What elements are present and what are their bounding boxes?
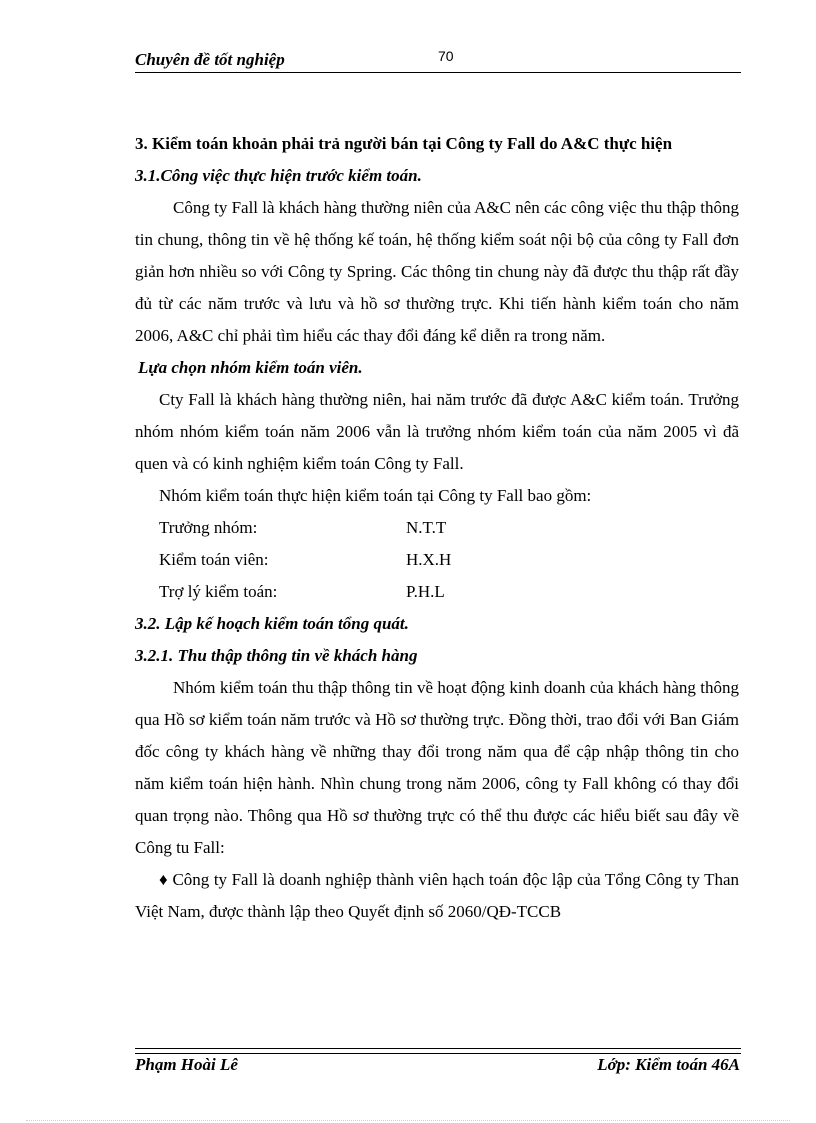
team-role: Trưởng nhóm:: [159, 518, 258, 537]
footer-author: Phạm Hoài Lê: [135, 1055, 238, 1074]
team-row: [135, 512, 739, 544]
page-header: [135, 48, 741, 72]
header-divider: [135, 72, 741, 73]
section-heading-3-1: 3.1.Công việc thực hiện trước kiểm toán.: [135, 166, 422, 185]
page-body: [135, 128, 739, 928]
footer-divider: [135, 1048, 741, 1054]
page-number: 70: [438, 48, 454, 64]
section-heading-3: 3. Kiểm toán khoản phải trả người bán tại Công ty Fall do A&C thực hiện: [135, 134, 673, 153]
paragraph-4: ♦ Công ty Fall là doanh nghiệp thành viên hạch toán độc lập của Tổng Công ty Than Việt Nam, được thành lập theo Quyết định số 2060/QĐ-TCCB: [135, 870, 739, 921]
section-heading-3-2: 3.2. Lập kế hoạch kiểm toán tổng quát.: [135, 614, 409, 633]
team-member: H.X.H: [406, 550, 452, 569]
section-heading-3-2-1: 3.2.1. Thu thập thông tin về khách hàng: [135, 646, 418, 665]
team-role: Kiểm toán viên:: [159, 550, 269, 569]
paragraph-2: Cty Fall là khách hàng thường niên, hai năm trước đã được A&C kiểm toán. Trưởng nhóm nhóm kiểm toán năm 2006 vẫn là trưởng nhóm kiểm toán của năm 2005 vì đã quen và có kinh nghiệm kiểm toán Công ty Fall.: [135, 390, 739, 473]
paragraph-3: Nhóm kiểm toán thu thập thông tin về hoạt động kinh doanh của khách hàng thông qua Hồ sơ kiểm toán năm trước và Hồ sơ thường trực. Đồng thời, trao đổi với Ban Giám đốc công ty khách hàng về những thay đổi trong năm qua để cập nhập thông tin cho năm kiểm toán hiện hành. Nhìn chung trong năm 2006, công ty Fall không có thay đổi quan trọng nào. Thông qua Hồ sơ thường trực có thể thu được các hiểu biết sau đây về Công tu Fall:: [135, 678, 739, 857]
footer-class: Lớp: Kiểm toán 46A: [597, 1055, 740, 1074]
team-role: Trợ lý kiểm toán:: [159, 582, 278, 601]
document-title: Chuyên đề tốt nghiệp: [135, 50, 285, 69]
subheading-select-team: Lựa chọn nhóm kiểm toán viên.: [138, 358, 363, 377]
team-row: [135, 544, 739, 576]
team-intro: Nhóm kiểm toán thực hiện kiểm toán tại Công ty Fall bao gồm:: [159, 486, 592, 505]
page-edge: [26, 1120, 790, 1121]
team-member: P.H.L: [406, 582, 445, 601]
team-list: [135, 512, 739, 608]
team-member: N.T.T: [406, 518, 447, 537]
paragraph-1: Công ty Fall là khách hàng thường niên của A&C nên các công việc thu thập thông tin chung, thông tin về hệ thống kế toán, hệ thống kiểm soát nội bộ của công ty Fall đơn giản hơn nhiều so với Công ty Spring. Các thông tin chung này đã được thu thập rất đầy đủ từ các năm trước và lưu và hồ sơ thường trực. Khi tiến hành kiểm toán cho năm 2006, A&C chỉ phải tìm hiểu các thay đổi đáng kể diễn ra trong năm.: [135, 198, 739, 345]
team-row: [135, 576, 739, 608]
